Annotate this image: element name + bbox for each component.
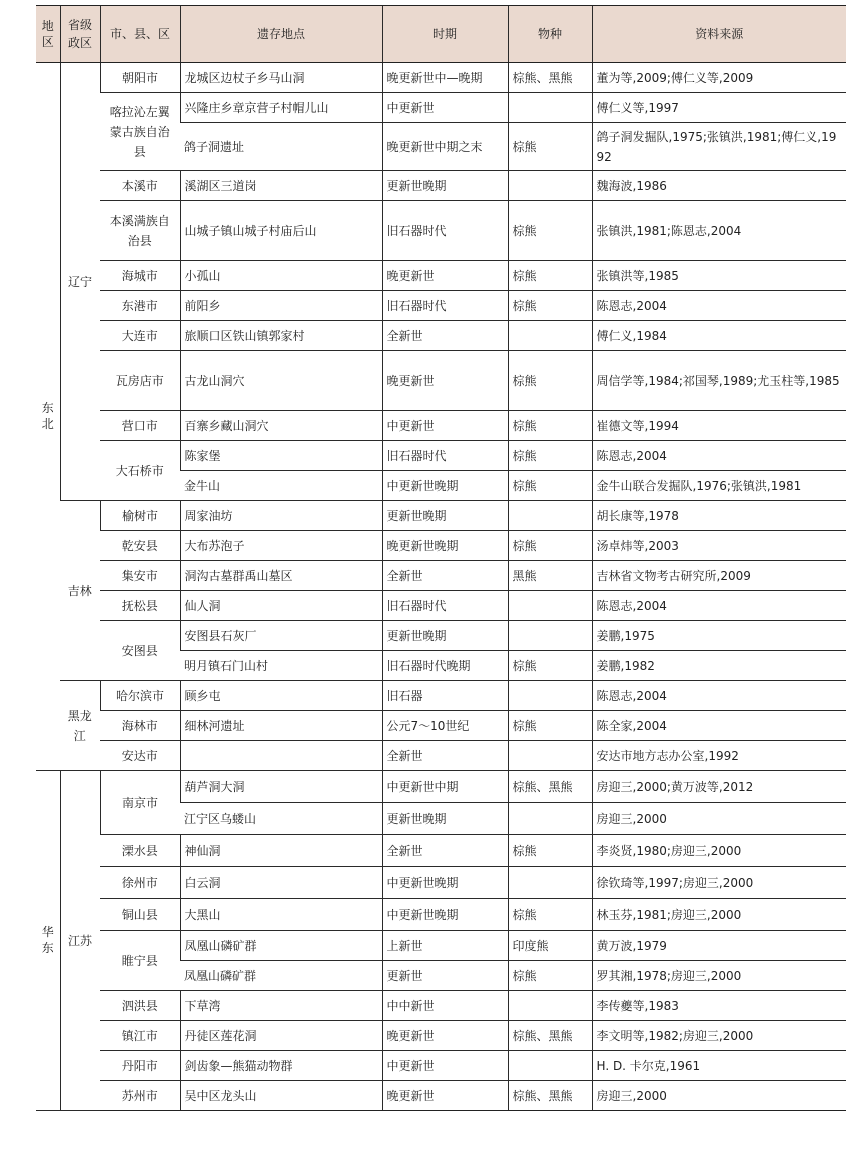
species-cell <box>508 501 592 531</box>
period-cell: 旧石器时代 <box>382 291 508 321</box>
species-cell: 棕熊、黑熊 <box>508 1081 592 1111</box>
period-cell: 晚更新世 <box>382 261 508 291</box>
table-row <box>36 621 846 651</box>
species-cell: 棕熊 <box>508 531 592 561</box>
period-cell: 全新世 <box>382 561 508 591</box>
site-cell: 江宁区乌蝼山 <box>180 803 382 835</box>
species-cell: 棕熊 <box>508 835 592 867</box>
col-header-source: 资料来源 <box>592 6 846 63</box>
period-cell: 中更新世 <box>382 1051 508 1081</box>
city-cell: 集安市 <box>100 561 180 591</box>
site-cell: 神仙洞 <box>180 835 382 867</box>
period-cell: 晚更新世晚期 <box>382 531 508 561</box>
table-row <box>36 93 846 123</box>
species-cell: 棕熊 <box>508 961 592 991</box>
table-row <box>36 561 846 591</box>
city-cell: 本溪满族自治县 <box>100 201 180 261</box>
species-cell: 棕熊、黑熊 <box>508 771 592 803</box>
site-cell: 葫芦洞大洞 <box>180 771 382 803</box>
species-cell <box>508 171 592 201</box>
species-cell <box>508 621 592 651</box>
table-row <box>36 681 846 711</box>
species-cell <box>508 591 592 621</box>
species-cell: 棕熊 <box>508 201 592 261</box>
city-cell: 泗洪县 <box>100 991 180 1021</box>
city-cell: 大石桥市 <box>100 441 180 501</box>
period-cell: 全新世 <box>382 741 508 771</box>
species-cell: 棕熊、黑熊 <box>508 63 592 93</box>
source-cell: 黄万波,1979 <box>592 931 846 961</box>
source-cell: 李传夔等,1983 <box>592 991 846 1021</box>
site-cell: 仙人洞 <box>180 591 382 621</box>
city-cell: 乾安县 <box>100 531 180 561</box>
period-cell: 中更新世 <box>382 93 508 123</box>
col-header-site: 遗存地点 <box>180 6 382 63</box>
table-row <box>36 1081 846 1111</box>
species-cell: 棕熊 <box>508 471 592 501</box>
table-row <box>36 899 846 931</box>
city-cell: 榆树市 <box>100 501 180 531</box>
period-cell: 公元7～10世纪 <box>382 711 508 741</box>
city-cell: 东港市 <box>100 291 180 321</box>
region-cell-label: 华东 <box>41 924 54 955</box>
species-cell: 棕熊 <box>508 123 592 171</box>
period-cell: 更新世晚期 <box>382 621 508 651</box>
region-cell-label: 东北 <box>41 400 54 431</box>
source-cell: 陈恩志,2004 <box>592 591 846 621</box>
period-cell: 中更新世中期 <box>382 771 508 803</box>
species-cell <box>508 93 592 123</box>
species-cell <box>508 321 592 351</box>
source-cell: 鸽子洞发掘队,1975;张镇洪,1981;傅仁义,1992 <box>592 123 846 171</box>
site-cell: 金牛山 <box>180 471 382 501</box>
city-cell: 朝阳市 <box>100 63 180 93</box>
site-cell: 古龙山洞穴 <box>180 351 382 411</box>
period-cell: 晚更新世 <box>382 1081 508 1111</box>
col-header-province: 省级政区 <box>60 6 100 63</box>
site-cell: 前阳乡 <box>180 291 382 321</box>
source-cell: 陈全家,2004 <box>592 711 846 741</box>
period-cell: 晚更新世 <box>382 351 508 411</box>
city-cell: 海林市 <box>100 711 180 741</box>
province-cell: 辽宁 <box>60 63 100 501</box>
source-cell: 崔德文等,1994 <box>592 411 846 441</box>
city-cell: 铜山县 <box>100 899 180 931</box>
site-cell: 百寨乡藏山洞穴 <box>180 411 382 441</box>
region-cell <box>36 63 60 771</box>
species-cell <box>508 1051 592 1081</box>
table-row <box>36 591 846 621</box>
col-header-species: 物种 <box>508 6 592 63</box>
period-cell: 全新世 <box>382 321 508 351</box>
table-row <box>36 1021 846 1051</box>
period-cell: 更新世晚期 <box>382 803 508 835</box>
table-row <box>36 63 846 93</box>
table-row <box>36 351 846 411</box>
site-cell: 山城子镇山城子村庙后山 <box>180 201 382 261</box>
col-header-period: 时期 <box>382 6 508 63</box>
site-cell: 小孤山 <box>180 261 382 291</box>
city-cell: 本溪市 <box>100 171 180 201</box>
period-cell: 旧石器时代 <box>382 441 508 471</box>
city-cell: 大连市 <box>100 321 180 351</box>
site-cell: 吴中区龙头山 <box>180 1081 382 1111</box>
period-cell: 晚更新世 <box>382 1021 508 1051</box>
source-cell: 徐钦琦等,1997;房迎三,2000 <box>592 867 846 899</box>
species-cell: 棕熊 <box>508 411 592 441</box>
period-cell: 中更新世晚期 <box>382 471 508 501</box>
table-row <box>36 867 846 899</box>
period-cell: 更新世晚期 <box>382 501 508 531</box>
species-cell <box>508 867 592 899</box>
city-cell: 南京市 <box>100 771 180 835</box>
province-cell: 吉林 <box>60 501 100 681</box>
site-cell: 安图县石灰厂 <box>180 621 382 651</box>
period-cell: 中中新世 <box>382 991 508 1021</box>
source-cell: 李炎贤,1980;房迎三,2000 <box>592 835 846 867</box>
site-cell: 周家油坊 <box>180 501 382 531</box>
table-row <box>36 321 846 351</box>
source-cell: 董为等,2009;傅仁义等,2009 <box>592 63 846 93</box>
table-row <box>36 931 846 961</box>
table-row <box>36 441 846 471</box>
source-cell: 吉林省文物考古研究所,2009 <box>592 561 846 591</box>
source-cell: 魏海波,1986 <box>592 171 846 201</box>
source-cell: 金牛山联合发掘队,1976;张镇洪,1981 <box>592 471 846 501</box>
site-cell: 丹徒区莲花洞 <box>180 1021 382 1051</box>
source-cell: 姜鹏,1982 <box>592 651 846 681</box>
source-cell: 房迎三,2000 <box>592 803 846 835</box>
table-row <box>36 991 846 1021</box>
period-cell: 旧石器时代 <box>382 201 508 261</box>
city-cell: 营口市 <box>100 411 180 441</box>
site-cell: 龙城区边杖子乡马山洞 <box>180 63 382 93</box>
source-cell: H. D. 卡尔克,1961 <box>592 1051 846 1081</box>
table-header-row <box>36 6 846 63</box>
species-cell: 棕熊、黑熊 <box>508 1021 592 1051</box>
site-cell: 凤凰山磷矿群 <box>180 961 382 991</box>
site-cell: 大黑山 <box>180 899 382 931</box>
city-cell: 安图县 <box>100 621 180 681</box>
source-cell: 汤卓炜等,2003 <box>592 531 846 561</box>
period-cell: 更新世晚期 <box>382 171 508 201</box>
site-cell: 白云洞 <box>180 867 382 899</box>
period-cell: 旧石器时代 <box>382 591 508 621</box>
source-cell: 陈恩志,2004 <box>592 291 846 321</box>
city-cell: 丹阳市 <box>100 1051 180 1081</box>
site-cell: 旅顺口区铁山镇郭家村 <box>180 321 382 351</box>
table-row <box>36 741 846 771</box>
period-cell: 上新世 <box>382 931 508 961</box>
site-cell: 洞沟古墓群禹山墓区 <box>180 561 382 591</box>
table-row <box>36 1051 846 1081</box>
species-cell: 棕熊 <box>508 651 592 681</box>
period-cell: 全新世 <box>382 835 508 867</box>
species-cell: 棕熊 <box>508 291 592 321</box>
source-cell: 胡长康等,1978 <box>592 501 846 531</box>
city-cell: 哈尔滨市 <box>100 681 180 711</box>
site-cell: 凤凰山磷矿群 <box>180 931 382 961</box>
city-cell: 溧水县 <box>100 835 180 867</box>
period-cell: 中更新世晚期 <box>382 867 508 899</box>
source-cell: 李文明等,1982;房迎三,2000 <box>592 1021 846 1051</box>
species-cell: 棕熊 <box>508 261 592 291</box>
site-cell: 下草湾 <box>180 991 382 1021</box>
city-cell: 抚松县 <box>100 591 180 621</box>
source-cell: 傅仁义,1984 <box>592 321 846 351</box>
source-cell: 张镇洪,1981;陈恩志,2004 <box>592 201 846 261</box>
site-cell <box>180 741 382 771</box>
table-row <box>36 771 846 803</box>
period-cell: 晚更新世中—晚期 <box>382 63 508 93</box>
period-cell: 中更新世晚期 <box>382 899 508 931</box>
site-cell: 兴隆庄乡章京营子村帽儿山 <box>180 93 382 123</box>
source-cell: 陈恩志,2004 <box>592 681 846 711</box>
site-cell: 剑齿象—熊猫动物群 <box>180 1051 382 1081</box>
period-cell: 更新世 <box>382 961 508 991</box>
source-cell: 陈恩志,2004 <box>592 441 846 471</box>
site-cell: 陈家堡 <box>180 441 382 471</box>
col-header-region: 地区 <box>36 6 60 63</box>
province-cell: 黑龙江 <box>60 681 100 771</box>
period-cell: 旧石器时代晚期 <box>382 651 508 681</box>
table-row <box>36 261 846 291</box>
fossil-site-table <box>36 5 846 1111</box>
city-cell: 喀拉沁左翼蒙古族自治县 <box>100 93 180 171</box>
source-cell: 傅仁义等,1997 <box>592 93 846 123</box>
species-cell: 棕熊 <box>508 351 592 411</box>
city-cell: 安达市 <box>100 741 180 771</box>
site-cell: 鸽子洞遗址 <box>180 123 382 171</box>
table-row <box>36 201 846 261</box>
species-cell: 棕熊 <box>508 711 592 741</box>
species-cell <box>508 803 592 835</box>
source-cell: 周信学等,1984;祁国琴,1989;尤玉柱等,1985 <box>592 351 846 411</box>
species-cell: 印度熊 <box>508 931 592 961</box>
period-cell: 晚更新世中期之末 <box>382 123 508 171</box>
site-cell: 顾乡屯 <box>180 681 382 711</box>
site-cell: 细林河遗址 <box>180 711 382 741</box>
site-cell: 大布苏泡子 <box>180 531 382 561</box>
source-cell: 林玉芬,1981;房迎三,2000 <box>592 899 846 931</box>
city-cell: 徐州市 <box>100 867 180 899</box>
col-header-city: 市、县、区 <box>100 6 180 63</box>
species-cell: 棕熊 <box>508 899 592 931</box>
city-cell: 苏州市 <box>100 1081 180 1111</box>
source-cell: 姜鹏,1975 <box>592 621 846 651</box>
city-cell: 镇江市 <box>100 1021 180 1051</box>
species-cell <box>508 681 592 711</box>
site-cell: 明月镇石门山村 <box>180 651 382 681</box>
source-cell: 张镇洪等,1985 <box>592 261 846 291</box>
city-cell: 睢宁县 <box>100 931 180 991</box>
table-row <box>36 835 846 867</box>
province-cell: 江苏 <box>60 771 100 1111</box>
city-cell: 海城市 <box>100 261 180 291</box>
table-row <box>36 411 846 441</box>
region-cell <box>36 771 60 1111</box>
period-cell: 中更新世 <box>382 411 508 441</box>
source-cell: 罗其湘,1978;房迎三,2000 <box>592 961 846 991</box>
source-cell: 安达市地方志办公室,1992 <box>592 741 846 771</box>
table-row <box>36 501 846 531</box>
species-cell: 黑熊 <box>508 561 592 591</box>
site-cell: 溪湖区三道岗 <box>180 171 382 201</box>
table-row <box>36 291 846 321</box>
source-cell: 房迎三,2000;黄万波等,2012 <box>592 771 846 803</box>
table-row <box>36 171 846 201</box>
city-cell: 瓦房店市 <box>100 351 180 411</box>
species-cell <box>508 991 592 1021</box>
species-cell: 棕熊 <box>508 441 592 471</box>
table-row <box>36 531 846 561</box>
period-cell: 旧石器 <box>382 681 508 711</box>
species-cell <box>508 741 592 771</box>
source-cell: 房迎三,2000 <box>592 1081 846 1111</box>
table-row <box>36 711 846 741</box>
